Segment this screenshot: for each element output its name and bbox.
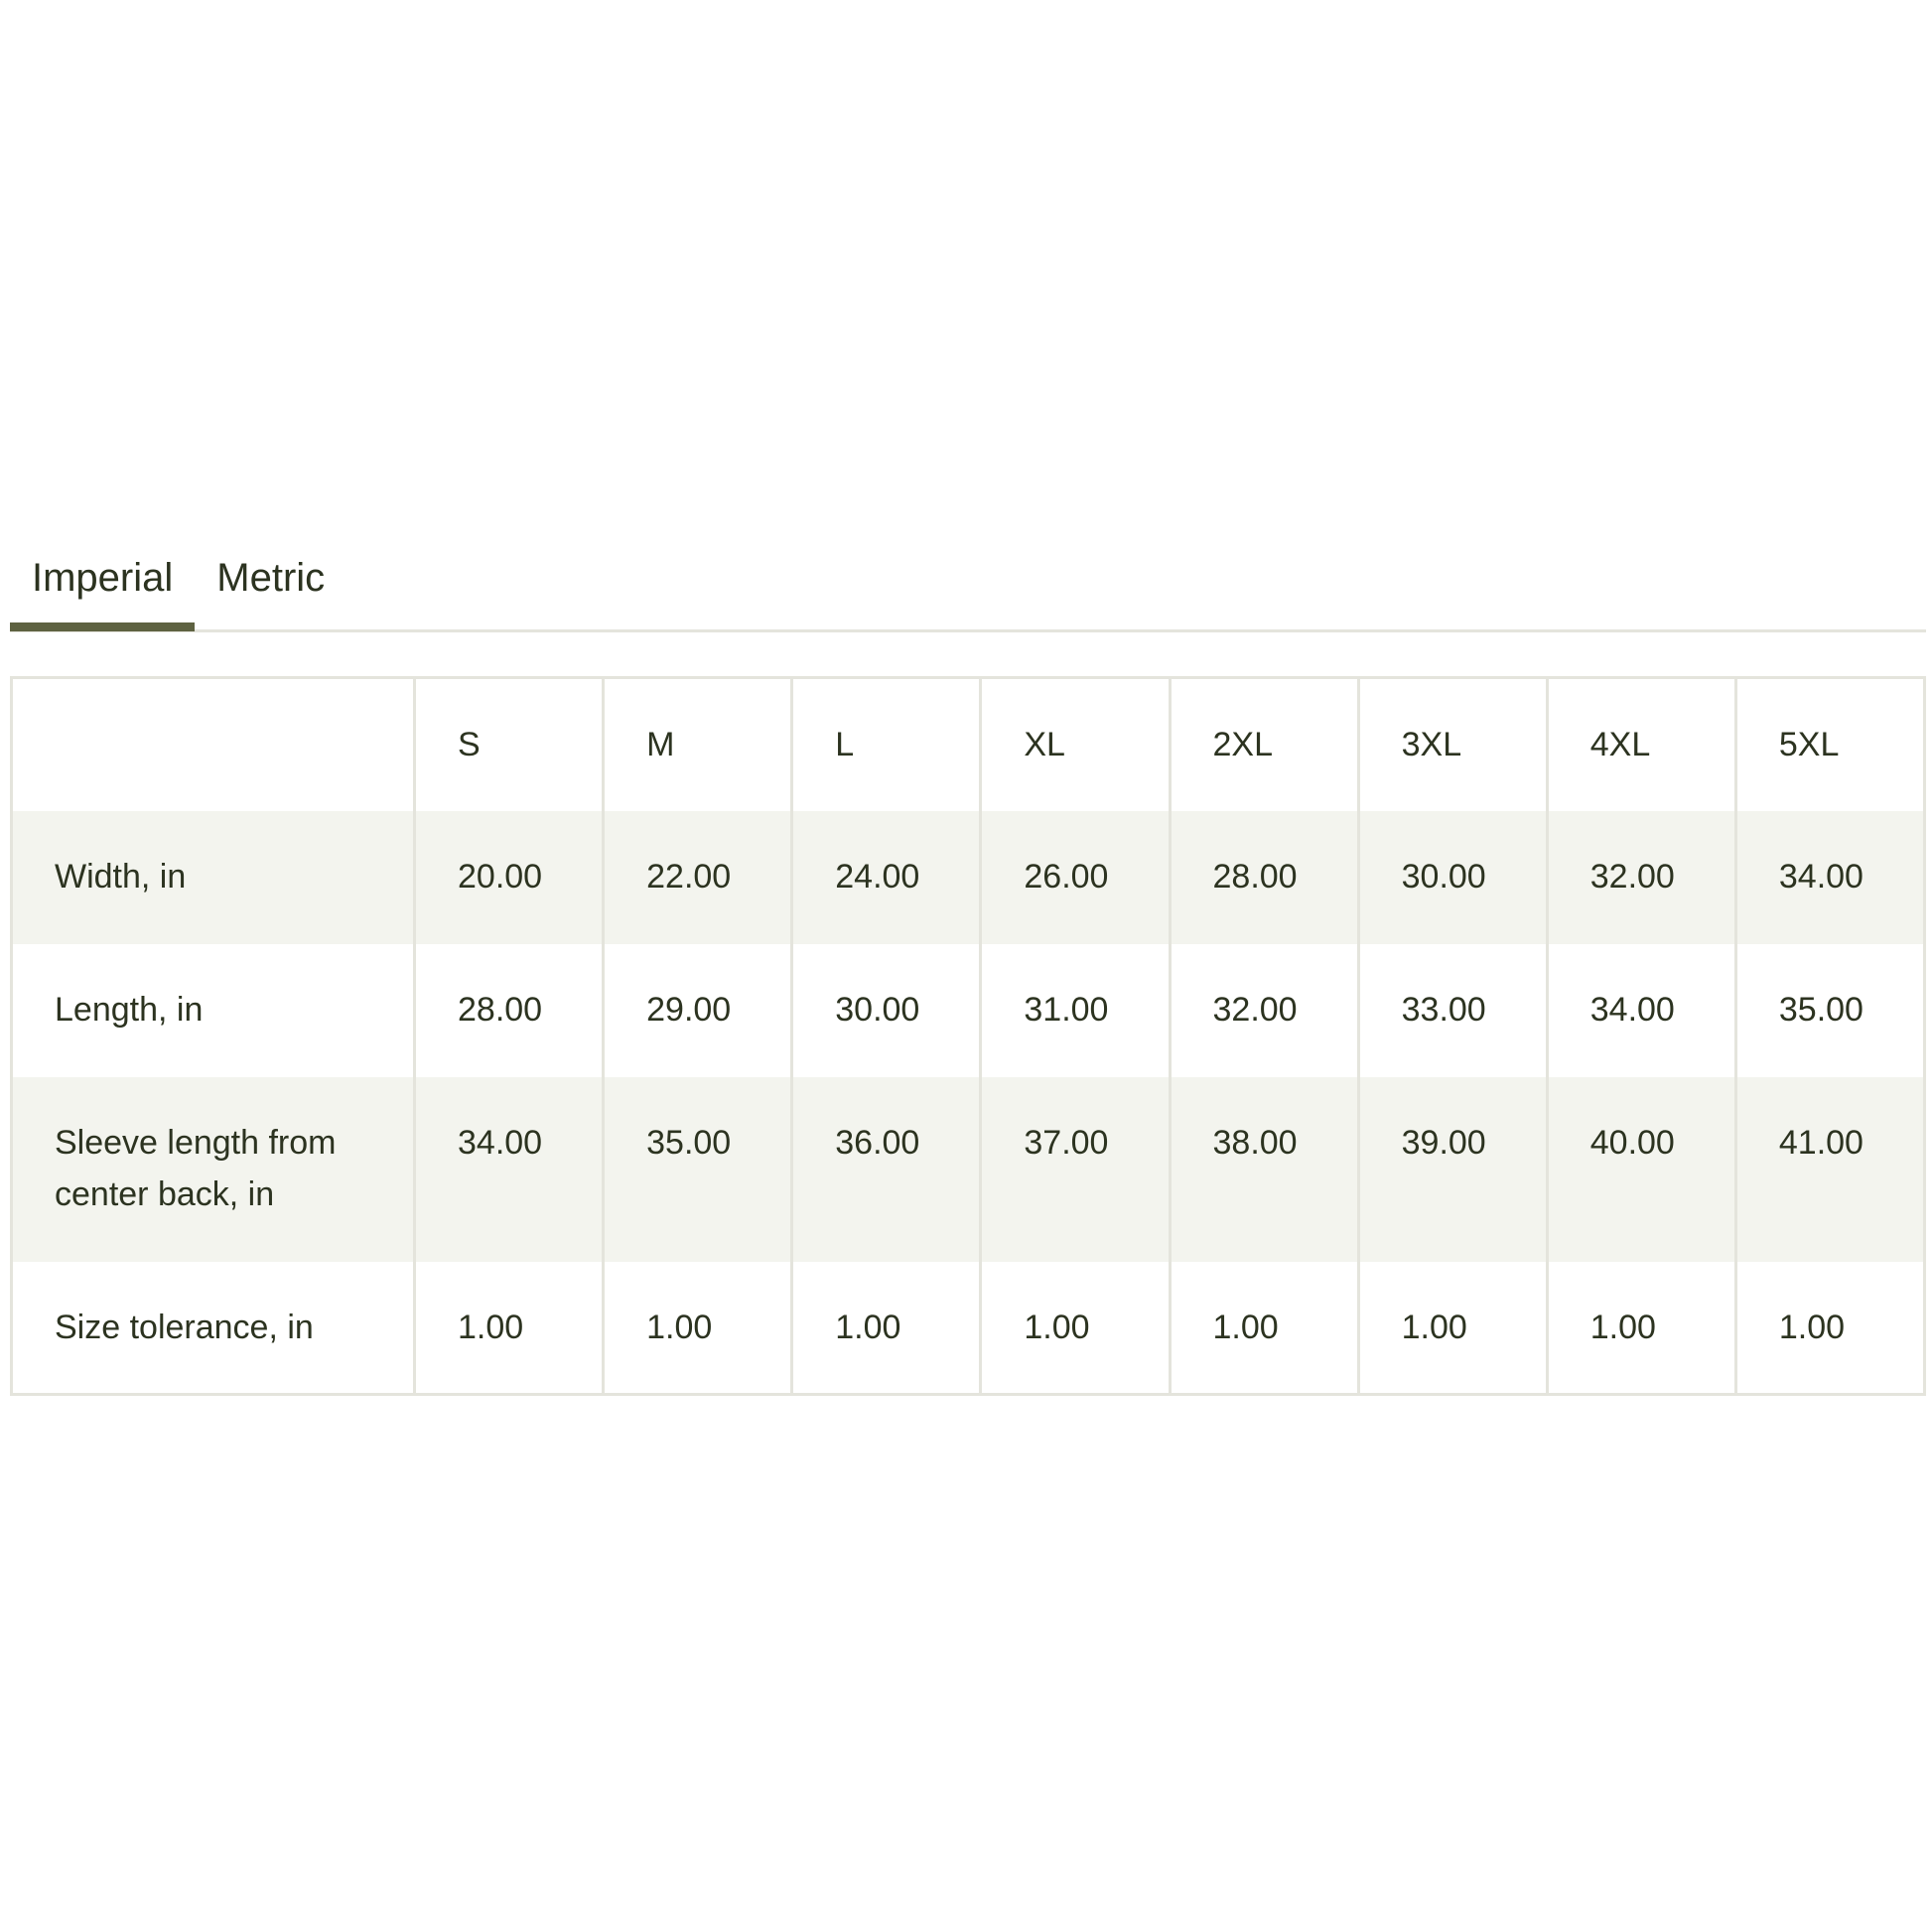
- table-cell: 32.00: [1547, 811, 1735, 944]
- table-row-sleeve-length: [12, 1077, 1925, 1262]
- table-cell: 1.00: [1547, 1262, 1735, 1395]
- table-cell: 31.00: [981, 944, 1170, 1077]
- row-label: Width, in: [12, 811, 415, 944]
- size-header-l: L: [792, 678, 981, 811]
- table-cell: 35.00: [604, 1077, 792, 1262]
- size-header-s: S: [415, 678, 604, 811]
- table-cell: 34.00: [1547, 944, 1735, 1077]
- row-label: Length, in: [12, 944, 415, 1077]
- table-cell: 34.00: [415, 1077, 604, 1262]
- table-cell: 1.00: [604, 1262, 792, 1395]
- table-cell: 1.00: [981, 1262, 1170, 1395]
- row-label: Size tolerance, in: [12, 1262, 415, 1395]
- table-cell: 1.00: [1170, 1262, 1358, 1395]
- table-cell: 34.00: [1735, 811, 1924, 944]
- row-label: Sleeve length from center back, in: [12, 1077, 415, 1262]
- table-cell: 29.00: [604, 944, 792, 1077]
- table-cell: 1.00: [415, 1262, 604, 1395]
- size-header-4xl: 4XL: [1547, 678, 1735, 811]
- table-cell: 32.00: [1170, 944, 1358, 1077]
- table-cell: 26.00: [981, 811, 1170, 944]
- table-cell: 36.00: [792, 1077, 981, 1262]
- unit-tabs: [10, 536, 1926, 632]
- table-cell: 41.00: [1735, 1077, 1924, 1262]
- table-cell: 1.00: [1735, 1262, 1924, 1395]
- size-chart-table: [10, 676, 1926, 1396]
- tab-imperial[interactable]: Imperial: [10, 536, 195, 608]
- size-header-m: M: [604, 678, 792, 811]
- size-header-3xl: 3XL: [1358, 678, 1547, 811]
- table-cell: 38.00: [1170, 1077, 1358, 1262]
- table-cell: 24.00: [792, 811, 981, 944]
- table-cell: 37.00: [981, 1077, 1170, 1262]
- table-cell: 30.00: [792, 944, 981, 1077]
- size-header-5xl: 5XL: [1735, 678, 1924, 811]
- table-cell: 1.00: [1358, 1262, 1547, 1395]
- table-cell: 1.00: [792, 1262, 981, 1395]
- table-cell: 20.00: [415, 811, 604, 944]
- table-cell: 39.00: [1358, 1077, 1547, 1262]
- tab-metric[interactable]: Metric: [216, 556, 326, 600]
- table-cell: 28.00: [1170, 811, 1358, 944]
- table-cell: 28.00: [415, 944, 604, 1077]
- size-table-wrapper: [10, 676, 1926, 1396]
- size-header-2xl: 2XL: [1170, 678, 1358, 811]
- size-header-xl: XL: [981, 678, 1170, 811]
- table-cell: 30.00: [1358, 811, 1547, 944]
- table-cell: 22.00: [604, 811, 792, 944]
- table-row-length: [12, 944, 1925, 1077]
- table-cell: 40.00: [1547, 1077, 1735, 1262]
- table-row-size-tolerance: [12, 1262, 1925, 1395]
- table-cell: 35.00: [1735, 944, 1924, 1077]
- size-guide: [10, 536, 1926, 1396]
- header-empty-cell: [12, 678, 415, 811]
- table-cell: 33.00: [1358, 944, 1547, 1077]
- size-header-row: [12, 678, 1925, 811]
- table-row-width: [12, 811, 1925, 944]
